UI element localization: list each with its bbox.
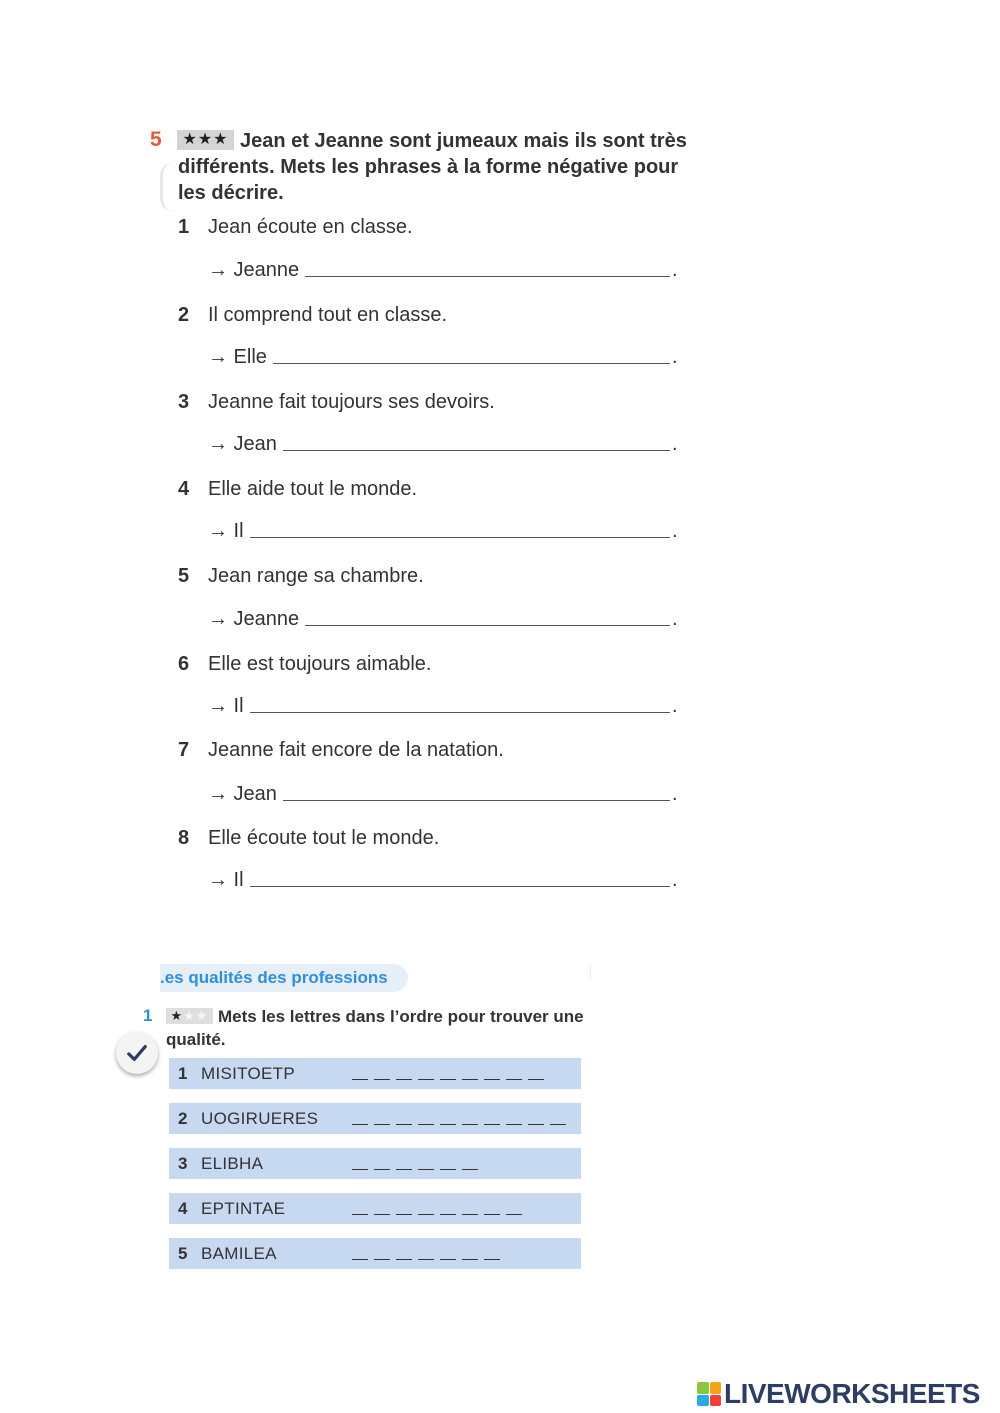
letter-blank[interactable] (506, 1214, 522, 1215)
scrambled-letters: ELIBHA (201, 1154, 264, 1173)
exercise-instruction: Mets les lettres dans l’ordre pour trouver une qualité. (166, 1007, 584, 1049)
exercise-instruction: Jean et Jeanne sont jumeaux mais ils sont très différents. Mets les phrases à la forme négative pour les décrire. (178, 130, 687, 204)
sentence-text: Jean range sa chambre. (208, 565, 424, 587)
answer-row[interactable] (208, 781, 678, 807)
letter-blank[interactable] (506, 1079, 522, 1080)
logo-square (710, 1395, 722, 1407)
letter-blanks[interactable] (352, 1193, 522, 1224)
answer-lead: → Jean (208, 433, 277, 455)
word-row (169, 1058, 581, 1089)
logo-square (697, 1382, 709, 1394)
answer-blank-line[interactable] (305, 275, 670, 277)
scrambled-letters: UOGIRUERES (201, 1109, 319, 1128)
answer-row[interactable] (208, 693, 678, 719)
sentence-text: Jean écoute en classe. (208, 216, 413, 238)
word-number: 1 (178, 1064, 188, 1083)
letter-blank[interactable] (396, 1169, 412, 1170)
word-row (169, 1148, 581, 1179)
word-number: 5 (178, 1244, 188, 1263)
letter-blank[interactable] (462, 1214, 478, 1215)
answer-blank-line[interactable] (283, 799, 670, 801)
sentence-text: Jeanne fait toujours ses devoirs. (208, 391, 495, 413)
sentence-row (178, 825, 439, 851)
letter-blank[interactable] (506, 1124, 522, 1125)
letter-blank[interactable] (462, 1169, 478, 1170)
answer-lead: → Jeanne (208, 259, 300, 281)
answer-blank-line[interactable] (250, 711, 670, 713)
sentence-row (178, 737, 504, 763)
difficulty-stars-icon (166, 1008, 213, 1024)
letter-blank[interactable] (352, 1214, 368, 1215)
letter-blank[interactable] (484, 1124, 500, 1125)
answer-blank-line[interactable] (250, 885, 670, 887)
letter-blank[interactable] (484, 1259, 500, 1260)
letter-blank[interactable] (352, 1079, 368, 1080)
letter-blank[interactable] (352, 1124, 368, 1125)
logo-mark-icon (697, 1382, 721, 1406)
sentence-row (178, 302, 447, 328)
answer-blank-line[interactable] (305, 624, 670, 626)
answer-period: . (672, 695, 678, 717)
sentence-number: 3 (178, 391, 190, 413)
letter-blank[interactable] (374, 1214, 390, 1215)
sentence-row (178, 476, 417, 502)
letter-blank[interactable] (374, 1124, 390, 1125)
checkmark-icon (126, 1042, 148, 1064)
answer-period: . (672, 520, 678, 542)
sentence-number: 4 (178, 478, 190, 500)
letter-blank[interactable] (440, 1124, 456, 1125)
answer-row[interactable] (208, 431, 678, 457)
difficulty-stars-icon: ★★★ (177, 130, 234, 150)
letter-blank[interactable] (440, 1169, 456, 1170)
letter-blanks[interactable] (352, 1238, 500, 1269)
star-empty-icon: ★★ (183, 1008, 209, 1023)
answer-blank-line[interactable] (283, 449, 670, 451)
letter-blank[interactable] (528, 1079, 544, 1080)
sentence-text: Elle écoute tout le monde. (208, 827, 440, 849)
letter-blank[interactable] (440, 1079, 456, 1080)
word-number: 3 (178, 1154, 188, 1173)
sentence-number: 1 (178, 216, 190, 238)
letter-blank[interactable] (484, 1079, 500, 1080)
exercise-number: 5 (150, 128, 162, 151)
sentence-row (178, 389, 495, 415)
answer-lead: → Elle (208, 346, 267, 368)
logo-square (697, 1395, 709, 1407)
sentence-row (178, 651, 431, 677)
letter-blank[interactable] (462, 1259, 478, 1260)
letter-blank[interactable] (352, 1169, 368, 1170)
divider (590, 964, 591, 980)
answer-row[interactable] (208, 867, 678, 893)
sentence-text: Jeanne fait encore de la natation. (208, 739, 504, 761)
answer-lead: → Il (208, 869, 244, 891)
letter-blank[interactable] (484, 1214, 500, 1215)
letter-blanks[interactable] (352, 1103, 566, 1134)
sentence-row (178, 563, 424, 589)
scrambled-letters: MISITOETP (201, 1064, 296, 1083)
answer-period: . (672, 259, 678, 281)
logo-square (710, 1382, 722, 1394)
word-row (169, 1238, 581, 1269)
sentence-number: 6 (178, 653, 190, 675)
sentence-row (178, 214, 413, 240)
letter-blank[interactable] (374, 1259, 390, 1260)
check-answers-button[interactable] (116, 1032, 158, 1074)
letter-blank[interactable] (440, 1214, 456, 1215)
logo-text: LIVEWORKSHEETS (724, 1378, 980, 1409)
letter-blanks[interactable] (352, 1148, 478, 1179)
sentence-number: 7 (178, 739, 190, 761)
sentence-number: 5 (178, 565, 190, 587)
page-edge-decoration (160, 162, 177, 212)
letter-blank[interactable] (440, 1259, 456, 1260)
answer-period: . (672, 783, 678, 805)
exercise-number: 1 (143, 1006, 153, 1025)
letter-blank[interactable] (418, 1259, 434, 1260)
letter-blank[interactable] (396, 1124, 412, 1125)
section-title: .es qualités des professions (160, 968, 388, 987)
scrambled-letters: BAMILEA (201, 1244, 277, 1263)
word-row (169, 1103, 581, 1134)
answer-row[interactable] (208, 518, 678, 544)
letter-blank[interactable] (418, 1214, 434, 1215)
letter-blank[interactable] (528, 1124, 544, 1125)
liveworksheets-logo (697, 1377, 980, 1411)
letter-blank[interactable] (418, 1124, 434, 1125)
letter-blank[interactable] (462, 1079, 478, 1080)
answer-lead: → Jeanne (208, 608, 300, 630)
answer-lead: → Jean (208, 783, 277, 805)
answer-period: . (672, 346, 678, 368)
letter-blank[interactable] (418, 1079, 434, 1080)
word-number: 4 (178, 1199, 188, 1218)
answer-blank-line[interactable] (273, 362, 670, 364)
answer-row[interactable] (208, 606, 678, 632)
sentence-number: 2 (178, 304, 190, 326)
letter-blank[interactable] (374, 1169, 390, 1170)
scrambled-letters: EPTINTAE (201, 1199, 286, 1218)
answer-row[interactable] (208, 257, 678, 283)
letter-blank[interactable] (374, 1079, 390, 1080)
word-row (169, 1193, 581, 1224)
sentence-text: Elle aide tout le monde. (208, 478, 418, 500)
answer-lead: → Il (208, 520, 244, 542)
answer-period: . (672, 869, 678, 891)
letter-blank[interactable] (396, 1214, 412, 1215)
letter-blank[interactable] (396, 1079, 412, 1080)
answer-lead: → Il (208, 695, 244, 717)
answer-blank-line[interactable] (250, 536, 670, 538)
letter-blank[interactable] (462, 1124, 478, 1125)
answer-period: . (672, 608, 678, 630)
sentence-text: Elle est toujours aimable. (208, 653, 432, 675)
sentence-text: Il comprend tout en classe. (208, 304, 448, 326)
letter-blank[interactable] (396, 1259, 412, 1260)
sentence-number: 8 (178, 827, 190, 849)
letter-blank[interactable] (418, 1169, 434, 1170)
word-number: 2 (178, 1109, 188, 1128)
star-filled-icon: ★ (170, 1008, 184, 1023)
letter-blank[interactable] (352, 1259, 368, 1260)
letter-blanks[interactable] (352, 1058, 544, 1089)
letter-blank[interactable] (550, 1124, 566, 1125)
answer-period: . (672, 433, 678, 455)
answer-row[interactable] (208, 344, 678, 370)
